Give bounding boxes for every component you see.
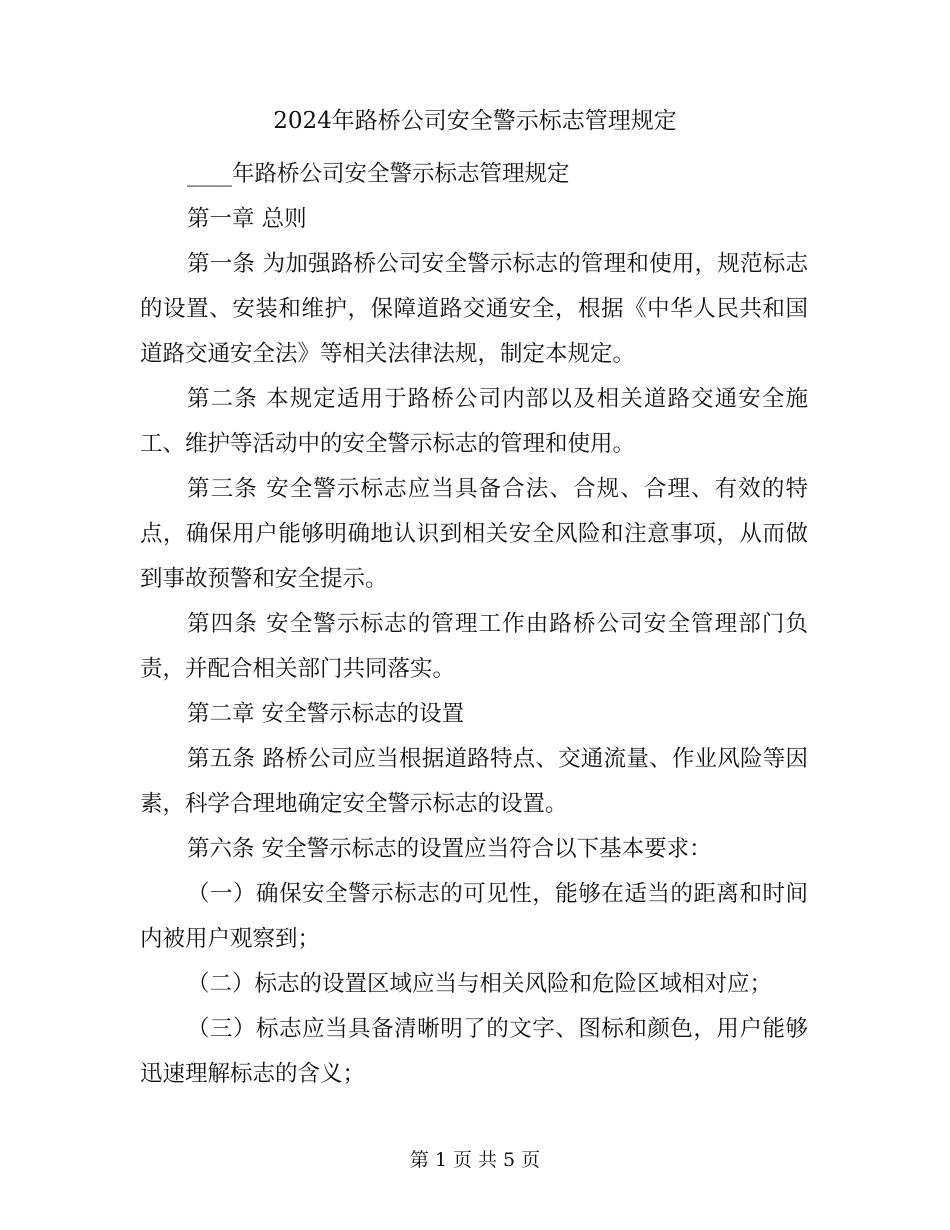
chapter-heading-1: 第一章 总则 [187, 206, 307, 232]
document-title: 2024年路桥公司安全警示标志管理规定 [273, 108, 677, 134]
article-5: 第五条 路桥公司应当根据道路特点、交通流量、作业风险等因素，科学合理地确定安全警示标志的设置。 [140, 746, 808, 817]
page-footer: 第 1 页 共 5 页 [409, 1149, 541, 1171]
article-6: 第六条 安全警示标志的设置应当符合以下基本要求： [187, 836, 712, 862]
document-body [140, 152, 808, 1097]
article-2: 第二条 本规定适用于路桥公司内部以及相关道路交通安全施工、维护等活动中的安全警示标志的管理和使用。 [140, 386, 808, 457]
list-item-1: （一）确保安全警示标志的可见性，能够在适当的距离和时间内被用户观察到； [140, 881, 808, 952]
list-item-2: （二）标志的设置区域应当与相关风险和危险区域相对应； [187, 971, 773, 997]
article-4: 第四条 安全警示标志的管理工作由路桥公司安全管理部门负责，并配合相关部门共同落实。 [140, 611, 808, 682]
list-item-3: （三）标志应当具备清晰明了的文字、图标和颜色，用户能够迅速理解标志的含义； [140, 1016, 808, 1087]
article-3: 第三条 安全警示标志应当具备合法、合规、合理、有效的特点，确保用户能够明确地认识到相关安全风险和注意事项，从而做到事故预警和安全提示。 [140, 476, 808, 592]
chapter-heading-2: 第二章 安全警示标志的设置 [187, 701, 465, 727]
paragraph-subtitle: ____年路桥公司安全警示标志管理规定 [187, 161, 570, 187]
article-1: 第一条 为加强路桥公司安全警示标志的管理和使用，规范标志的设置、安装和维护，保障道路交通安全，根据《中华人民共和国道路交通安全法》等相关法律法规，制定本规定。 [140, 251, 808, 367]
